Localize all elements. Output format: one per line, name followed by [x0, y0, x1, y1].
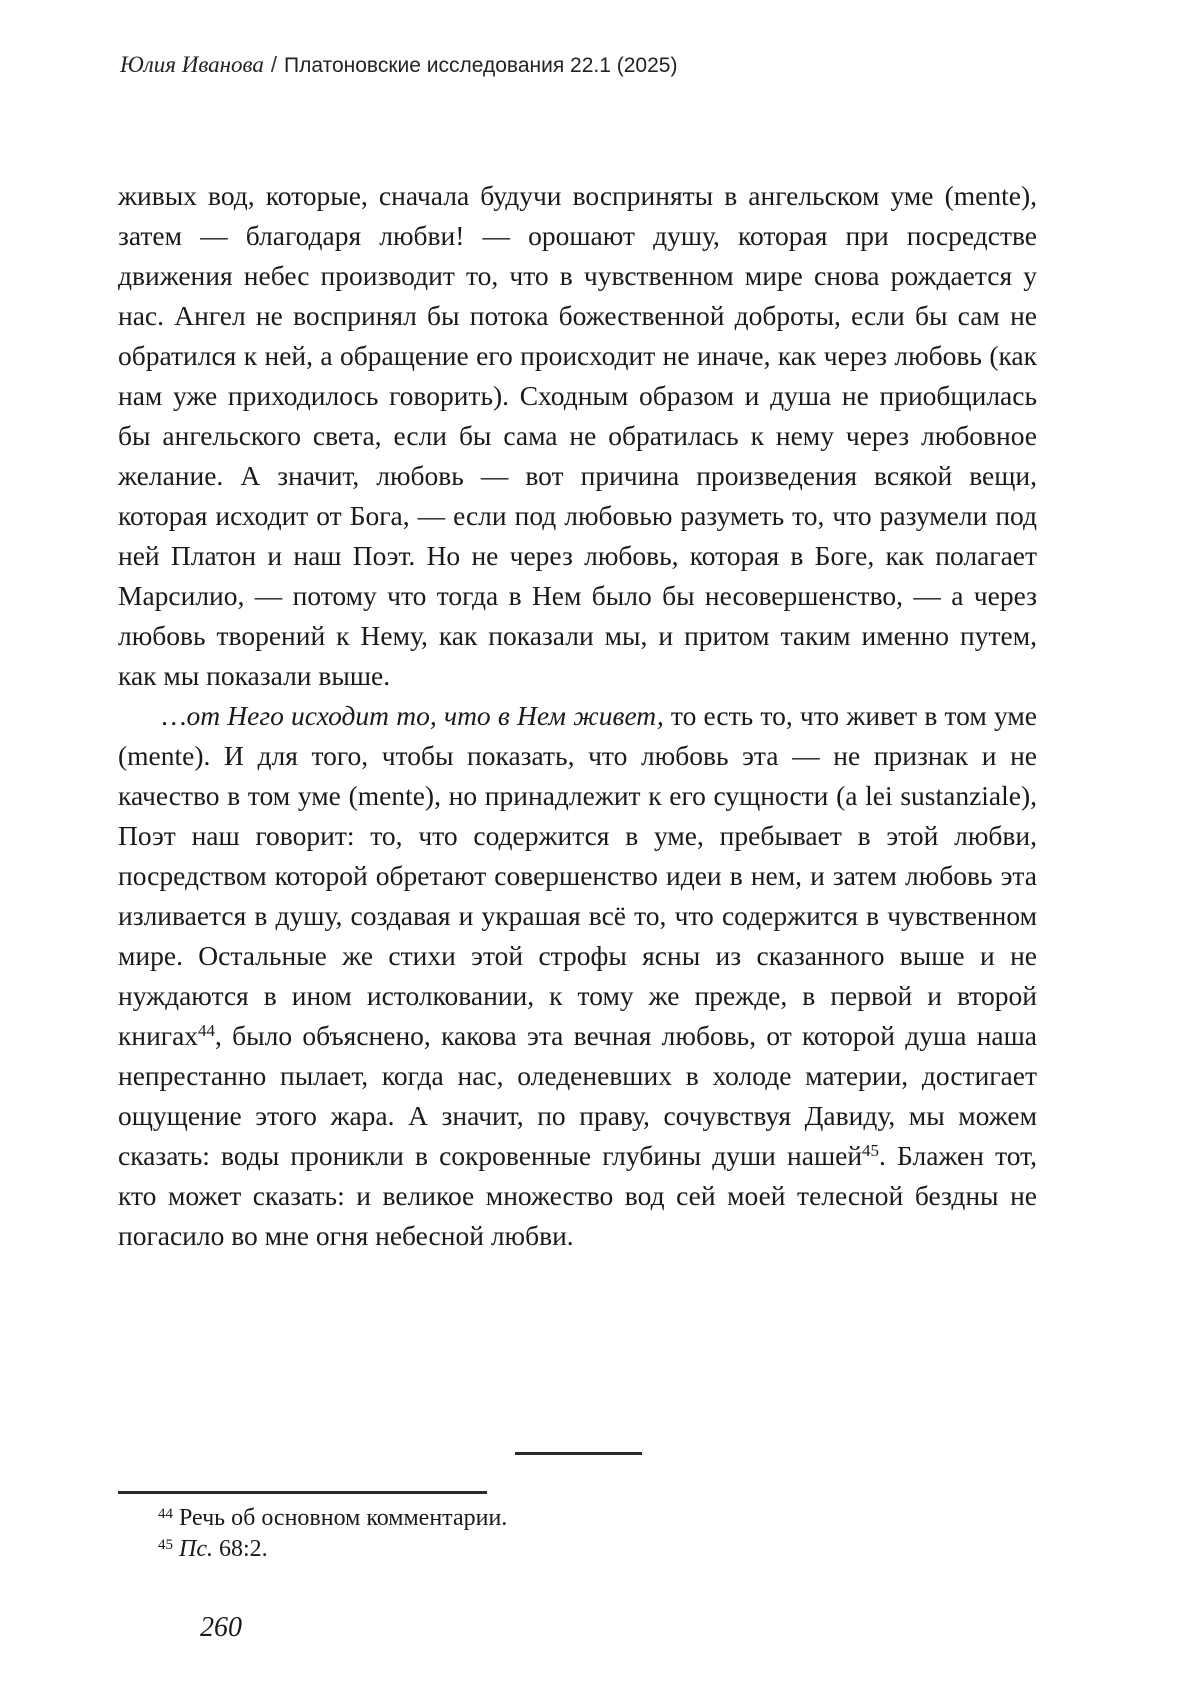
- paragraph-2-text-3: . Блажен тот, кто может сказать: и великое множество вод сей моей телесной бездны не погасило во мне огня небесной любви.: [118, 1140, 1037, 1251]
- header-separator: /: [270, 52, 278, 77]
- quoted-lemma-italic: …от Него исходит то, что в Нем живет,: [162, 700, 664, 731]
- footnote-rule: [118, 1491, 487, 1494]
- body-text: [118, 176, 1037, 1256]
- journal-title: Платоновские исследования 22.1 (2025): [284, 54, 678, 77]
- paragraph-1: живых вод, которые, сначала будучи восприняты в ангельском уме (mente), затем — благодаря любви! — орошают душу, которая при посредстве движения небес производит то, что в чувственном мире снова рождается у нас. Ангел не воспринял бы потока божественной доброты, если бы сам не обратился к ней, а обращение его происходит не иначе, как через любовь (как нам уже приходилось говорить). Сходным образом и душа не приобщилась бы ангельского света, если бы сама не обратилась к нему через любовное желание. А значит, любовь — вот причина произведения всякой вещи, которая исходит от Бога, — если под любовью разуметь то, что разумели под ней Платон и наш Поэт. Но не через любовь, которая в Боге, как полагает Марсилио, — потому что тогда в Нем было бы несовершенство, — а через любовь творений к Нему, как показали мы, и притом таким именно путем, как мы показали выше.: [118, 180, 1037, 691]
- footnote-45: [118, 1534, 1037, 1565]
- footnote-44: [118, 1503, 1037, 1534]
- footnote-44-marker: 44: [158, 1506, 173, 1522]
- paragraph-2: [118, 696, 1037, 1256]
- footnote-45-source: Пс.: [179, 1536, 213, 1562]
- page-number: 260: [200, 1612, 242, 1643]
- footnotes: [118, 1503, 1037, 1565]
- footnote-ref-45[interactable]: 45: [862, 1141, 880, 1160]
- footnote-ref-44[interactable]: 44: [198, 1021, 216, 1040]
- paragraph-2-text-1: то есть то, что живет в том уме (mente). И для того, чтобы показать, что любовь эта — не признак и не качество в том уме (mente), но принадлежит к его сущности (a lei sustanziale), Поэт наш говорит: то, что содержится в уме, пребывает в этой любви, посредством которой обретают совершенство идеи в нем, и затем любовь эта изливается в душу, создавая и украшая всё то, что содержится в чувственном мире. Остальные же стихи этой строфы ясны из сказанного выше и не нуждаются в ином истолковании, к тому же прежде, в первой и второй книгах: [118, 700, 1037, 1051]
- section-divider: [515, 1452, 642, 1455]
- author-name: Юлия Иванова: [120, 52, 264, 77]
- paragraph-2-text-2: , было объяснено, какова эта вечная любовь, от которой душа наша непрестанно пылает, когда нас, оледеневших в холоде материи, достигает ощущение этого жара. А значит, по праву, сочувствуя Давиду, мы можем сказать: воды проникли в сокровенные глубины души нашей: [118, 1020, 1037, 1171]
- footnote-45-marker: 45: [158, 1537, 173, 1553]
- running-head: [120, 52, 677, 78]
- footnote-44-text: Речь об основном комментарии.: [179, 1505, 508, 1531]
- footnote-45-text: 68:2.: [212, 1536, 268, 1562]
